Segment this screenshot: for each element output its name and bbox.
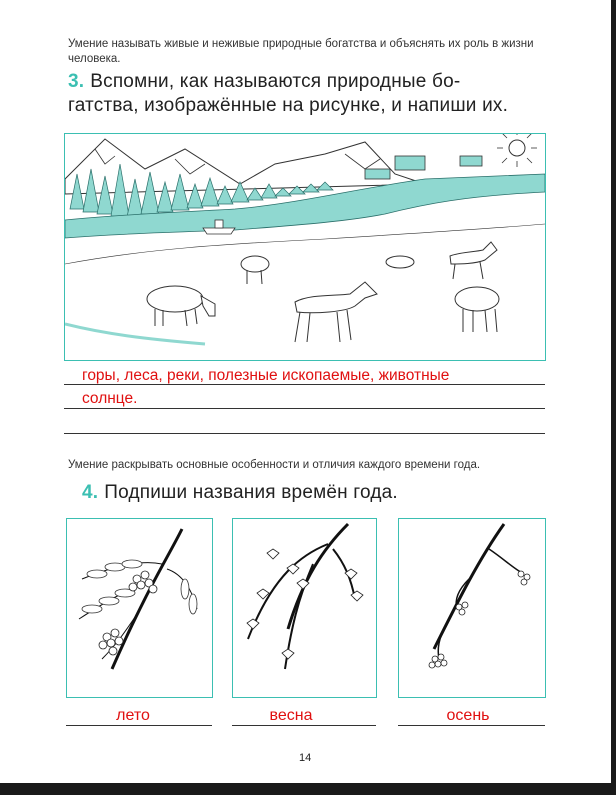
page-number: 14 <box>299 752 312 764</box>
task-3-number: 3. <box>68 71 85 92</box>
season-label-spring: весна <box>269 707 313 724</box>
spring-branch-picture <box>232 518 377 698</box>
autumn-branch-drawing <box>399 519 545 697</box>
page-edge-bottom <box>0 783 616 795</box>
season-label-summer: лето <box>116 707 150 724</box>
task-4-text: Подпиши названия времён года. <box>104 482 398 503</box>
task-3-text-line1: Вспомни, как называются природные бо- <box>90 71 461 92</box>
landscape-illustration <box>64 133 546 361</box>
answer-line-2-text: солнце. <box>82 390 138 407</box>
summer-branch-drawing <box>67 519 212 697</box>
autumn-branch-picture <box>398 518 546 698</box>
season-label-autumn: осень <box>446 707 490 724</box>
answer-rule-3 <box>64 433 545 434</box>
season-rule-1 <box>66 725 212 726</box>
landscape-drawing <box>65 134 545 360</box>
spring-branch-drawing <box>233 519 376 697</box>
skill-statement-1: Умение называть живые и неживые природные богатства и объяснять их роль в жизни человека. <box>68 38 534 65</box>
task-4-number: 4. <box>82 482 99 503</box>
task-3 <box>68 70 563 118</box>
answer-rule-2 <box>64 408 545 409</box>
task-4 <box>82 481 542 505</box>
answer-line-1-text: горы, леса, реки, полезные ископаемые, животные <box>82 367 450 384</box>
skill-statement-2: Умение раскрывать основные особенности и отличия каждого времени года. <box>68 459 481 471</box>
answer-rule-1 <box>64 384 545 385</box>
summer-rowan-picture <box>66 518 213 698</box>
season-rule-3 <box>398 725 545 726</box>
season-rule-2 <box>232 725 376 726</box>
page-edge-right <box>611 0 616 795</box>
task-3-text-line2: гатства, изображённые на рисунке, и напиши их. <box>68 95 509 116</box>
